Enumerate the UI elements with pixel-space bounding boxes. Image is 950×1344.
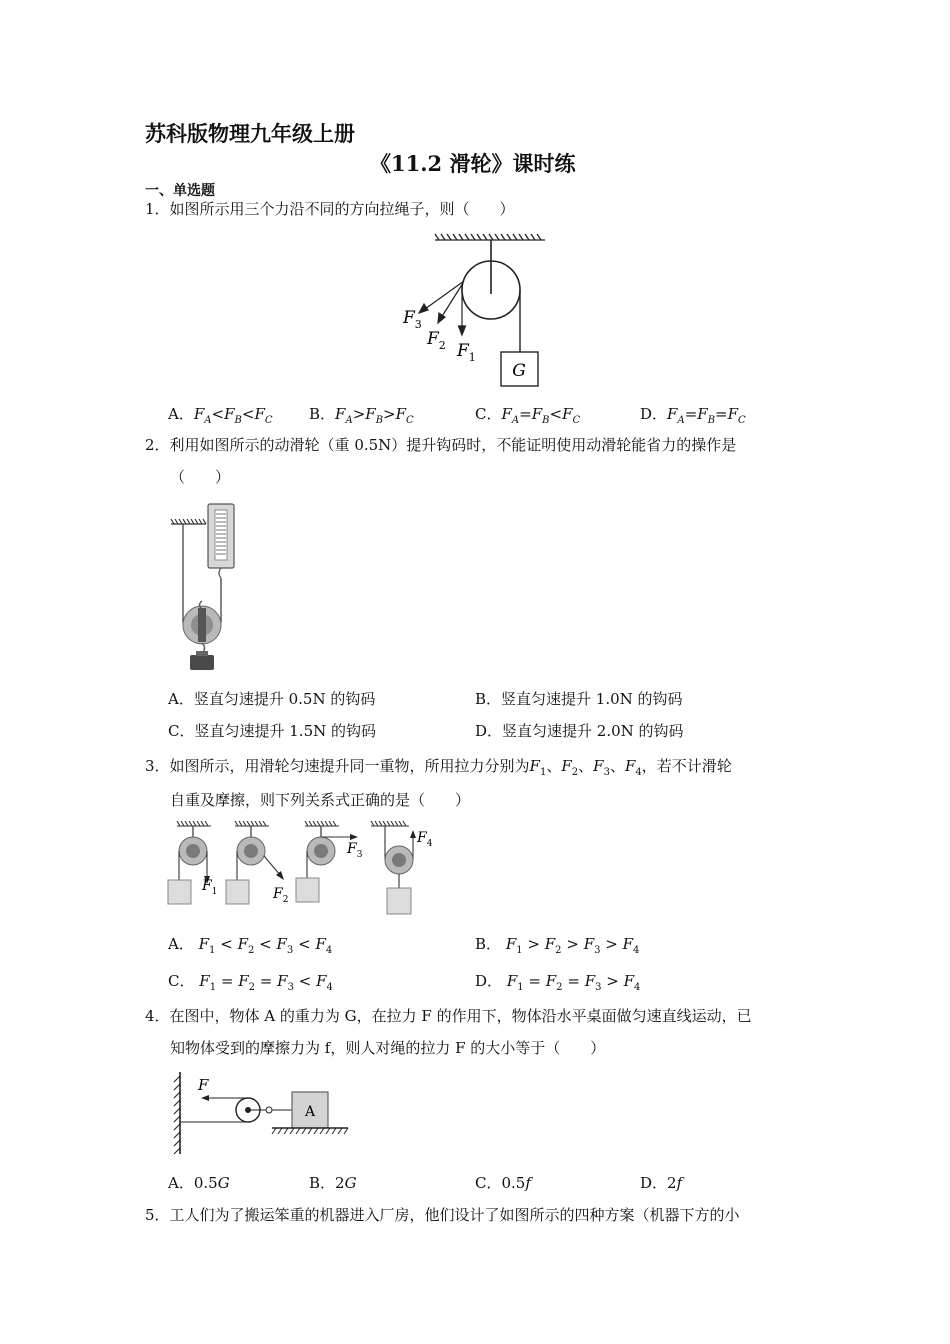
- q4-arrowhead-f: [201, 1095, 209, 1101]
- q2-stem: 2．利用如图所示的动滑轮（重 0.5N）提升钩码时，不能证明使用动滑轮能省力的操作是: [145, 436, 737, 454]
- q4-table-hatch: [272, 1128, 348, 1134]
- q3-stem-cont: 自重及摩擦，则下列关系式正确的是（ ）: [170, 791, 471, 809]
- q4-option-c[interactable]: C．0.5f: [475, 1174, 531, 1192]
- q2-option-a[interactable]: A．竖直匀速提升 0.5N 的钩码: [168, 690, 376, 708]
- q1-option-a[interactable]: A．$F_A<F_B<F_C$: [168, 405, 273, 426]
- q2-option-b[interactable]: B．竖直匀速提升 1.0N 的钩码: [475, 690, 683, 708]
- q1-figure: [395, 232, 555, 392]
- q1-label-f2: $F_2$: [427, 329, 446, 352]
- q4-option-a[interactable]: A．0.5G: [168, 1174, 230, 1192]
- q1-option-b[interactable]: B．$F_A>F_B>F_C$: [309, 405, 414, 426]
- q3-label-f3: $F_3$: [347, 841, 363, 860]
- q1-label-f1: $F_1$: [457, 341, 476, 364]
- q2-figure: [168, 500, 248, 675]
- q2-pulley-frame: [198, 608, 206, 642]
- q4-wall-hatch: [174, 1076, 180, 1154]
- q1-label-f3: $F_3$: [403, 308, 422, 331]
- q1-arrowhead-f2: [438, 313, 445, 323]
- q4-stem-line2: 知物体受到的摩擦力为 f，则人对绳的拉力 F 的大小等于（ ）: [170, 1039, 606, 1057]
- q2-scale-window: [215, 510, 227, 560]
- q3-option-d[interactable]: D． $F_1 = F_2 = F_3 > F_4$: [475, 972, 641, 993]
- q3-setup-4: [371, 821, 416, 914]
- q1-arrowhead-f1: [459, 326, 466, 335]
- q2-stem-cont: （ ）: [170, 468, 231, 486]
- q3-option-c[interactable]: C． $F_1 = F_2 = F_3 < F_4$: [168, 972, 333, 993]
- q4-label-f: F: [198, 1076, 209, 1094]
- q4-stem-line1: 4．在图中，物体 A 的重力为 G，在拉力 F 的作用下，物体沿水平桌面做匀速直线运动，已: [145, 1007, 752, 1025]
- q3-setup-3: [296, 821, 358, 902]
- lesson-title: 《11.2 滑轮》课时练: [370, 151, 576, 176]
- q4-option-d[interactable]: D．2f: [640, 1174, 683, 1192]
- q1-arrow-f3: [425, 281, 464, 309]
- worksheet-title: 苏科版物理九年级上册: [145, 121, 355, 146]
- q3-figure: [165, 818, 445, 920]
- q2-hook-weight: [190, 655, 214, 670]
- q4-hook-ring: [266, 1107, 272, 1113]
- q1-arrowhead-f3: [419, 304, 428, 313]
- q2-ceiling-hatch: [171, 519, 206, 524]
- q3-label-f2: $F_2$: [273, 886, 289, 905]
- q3-label-f1: $F_1$: [202, 878, 218, 897]
- q3-option-b[interactable]: B． $F_1 > F_2 > F_3 > F_4$: [475, 935, 640, 956]
- section-heading: 一、单选题: [145, 183, 215, 199]
- q1-weight-label: G: [512, 361, 526, 381]
- q5-stem: 5．工人们为了搬运笨重的机器进入厂房，他们设计了如图所示的四种方案（机器下方的小: [145, 1206, 740, 1224]
- q1-stem: 1．如图所示用三个力沿不同的方向拉绳子，则（ ）: [145, 200, 515, 218]
- q2-scale-hook: [219, 568, 221, 578]
- q4-option-b[interactable]: B．2G: [309, 1174, 357, 1192]
- q4-figure: [168, 1068, 358, 1160]
- q3-stem: 3．如图所示，用滑轮匀速提升同一重物，所用拉力分别为$F_1$、$F_2$、$F_3$、$F_4$，若不计滑轮: [145, 757, 732, 778]
- q1-arrow-f2: [441, 283, 463, 318]
- q3-label-f4: $F_4$: [417, 830, 433, 849]
- q2-top-hook: [200, 601, 203, 609]
- q2-option-d[interactable]: D．竖直匀速提升 2.0N 的钩码: [475, 722, 684, 740]
- q1-ceiling-hatch: [435, 234, 545, 240]
- q3-option-a[interactable]: A． $F_1 < F_2 < F_3 < F_4$: [168, 935, 333, 956]
- q1-option-c[interactable]: C．$F_A=F_B<F_C$: [475, 405, 581, 426]
- q2-option-c[interactable]: C．竖直匀速提升 1.5N 的钩码: [168, 722, 377, 740]
- q1-option-d[interactable]: D．$F_A=F_B=F_C$: [640, 405, 746, 426]
- q2-weight-top: [196, 651, 208, 656]
- q4-block-label: A: [304, 1104, 316, 1120]
